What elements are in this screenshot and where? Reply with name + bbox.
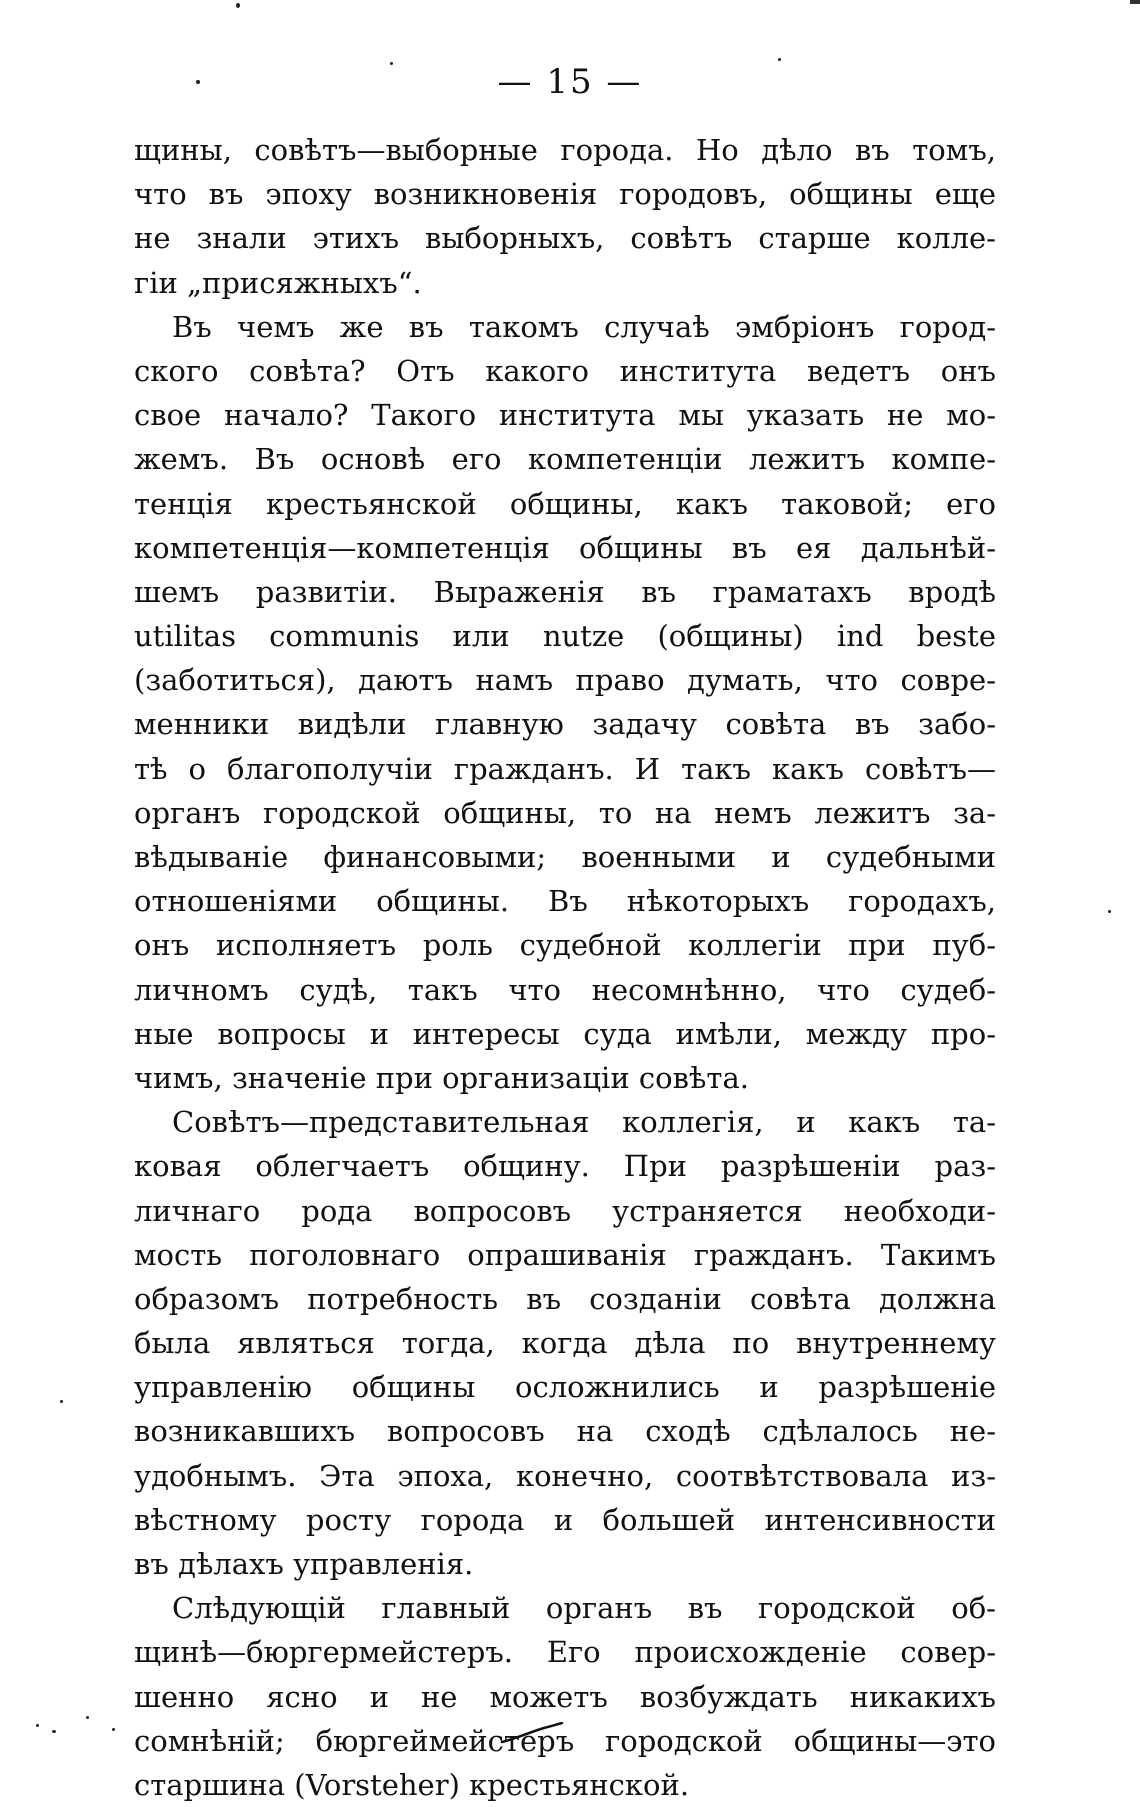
- text-line: вѣдываніе финансовыми; военными и судебными: [134, 840, 996, 874]
- text-line: Совѣтъ—представительная коллегія, и какъ та-: [172, 1105, 996, 1140]
- text-line: органъ городской общины, то на немъ лежитъ за-: [134, 795, 996, 830]
- scan-speck: [86, 1716, 89, 1719]
- text-line: была являться тогда, когда дѣла по внутреннему: [134, 1326, 996, 1361]
- text-line: въ дѣлахъ управленія.: [134, 1547, 474, 1581]
- text-line: менники видѣли главную задачу совѣта въ забо-: [134, 707, 996, 742]
- scan-speck: [1108, 910, 1111, 913]
- text-line: старшина (Vorsteher) крестьянской.: [134, 1767, 690, 1802]
- text-line: гіи „присяжныхъ“.: [134, 265, 422, 300]
- text-line: тенція крестьянской общины, какъ таковой; его: [134, 486, 996, 521]
- text-line: компетенція—компетенція общины въ ея дальнѣй-: [134, 530, 996, 565]
- text-line: мость поголовнаго опрашиванія гражданъ. Такимъ: [134, 1237, 996, 1272]
- page-number: — 15 —: [497, 62, 643, 102]
- text-line: удобнымъ. Эта эпоха, конечно, соотвѣтствовала из-: [134, 1458, 996, 1493]
- scan-speck: [60, 1400, 63, 1403]
- text-line: возникавшихъ вопросовъ на сходѣ сдѣлалось не-: [134, 1414, 996, 1449]
- text-line: сомнѣній; бюргеймейстеръ городской общины—это: [134, 1723, 996, 1758]
- text-line: что въ эпоху возникновенія городовъ, общины еще: [134, 177, 996, 212]
- text-line: онъ исполняетъ роль судебной коллегіи при пуб-: [134, 928, 996, 963]
- scan-speck: [112, 1728, 115, 1731]
- scan-edge-mark: [1130, 0, 1140, 4]
- body-text: [134, 128, 996, 1807]
- text-line: управленію общины осложнились и разрѣшеніе: [134, 1370, 996, 1405]
- text-line: свое начало? Такого института мы указать не мо-: [134, 398, 996, 433]
- text-line: шенно ясно и не можетъ возбуждать никакихъ: [134, 1679, 996, 1714]
- text-line: чимъ, значеніе при организаціи совѣта.: [134, 1060, 749, 1095]
- text-line: шемъ развитіи. Выраженія въ граматахъ вродѣ: [134, 574, 996, 609]
- text-line: Въ чемъ же въ такомъ случаѣ эмбріонъ город-: [172, 309, 996, 344]
- text-line: личнаго рода вопросовъ устраняется необходи-: [134, 1193, 996, 1228]
- scan-speck: [196, 80, 200, 84]
- text-line: щины, совѣтъ—выборные города. Но дѣло въ томъ,: [134, 133, 996, 167]
- text-line: вѣстному росту города и большей интенсивности: [134, 1502, 996, 1537]
- text-line: щинѣ—бюргермейстеръ. Его происхожденіе совер-: [134, 1635, 996, 1670]
- scan-speck: [36, 1724, 39, 1727]
- scan-speck: [52, 1730, 56, 1733]
- text-line: ковая облегчаетъ общину. При разрѣшеніи раз-: [134, 1149, 996, 1184]
- text-line: ского совѣта? Отъ какого института ведетъ онъ: [134, 353, 996, 388]
- text-line: образомъ потребность въ созданіи совѣта должна: [134, 1281, 996, 1316]
- text-line: (заботиться), даютъ намъ право думать, что совре-: [134, 663, 996, 698]
- text-line: не знали этихъ выборныхъ, совѣтъ старше колле-: [134, 221, 996, 256]
- text-line: личномъ судѣ, такъ что несомнѣнно, что судеб-: [134, 972, 996, 1007]
- text-line: Слѣдующій главный органъ въ городской об-: [172, 1591, 996, 1626]
- text-line: utilitas communis или nutze (общины) ind beste: [134, 619, 996, 654]
- text-line: жемъ. Въ основѣ его компетенціи лежитъ компе-: [134, 442, 996, 477]
- ink-flourish-icon: [500, 1722, 564, 1744]
- scan-speck: [236, 3, 240, 8]
- text-line: тѣ о благополучіи гражданъ. И такъ какъ совѣтъ—: [134, 751, 996, 786]
- scan-speck: [778, 58, 781, 61]
- text-line: отношеніями общины. Въ нѣкоторыхъ городахъ,: [134, 884, 996, 919]
- text-line: ные вопросы и интересы суда имѣли, между про-: [134, 1016, 996, 1051]
- scan-speck: [390, 62, 393, 65]
